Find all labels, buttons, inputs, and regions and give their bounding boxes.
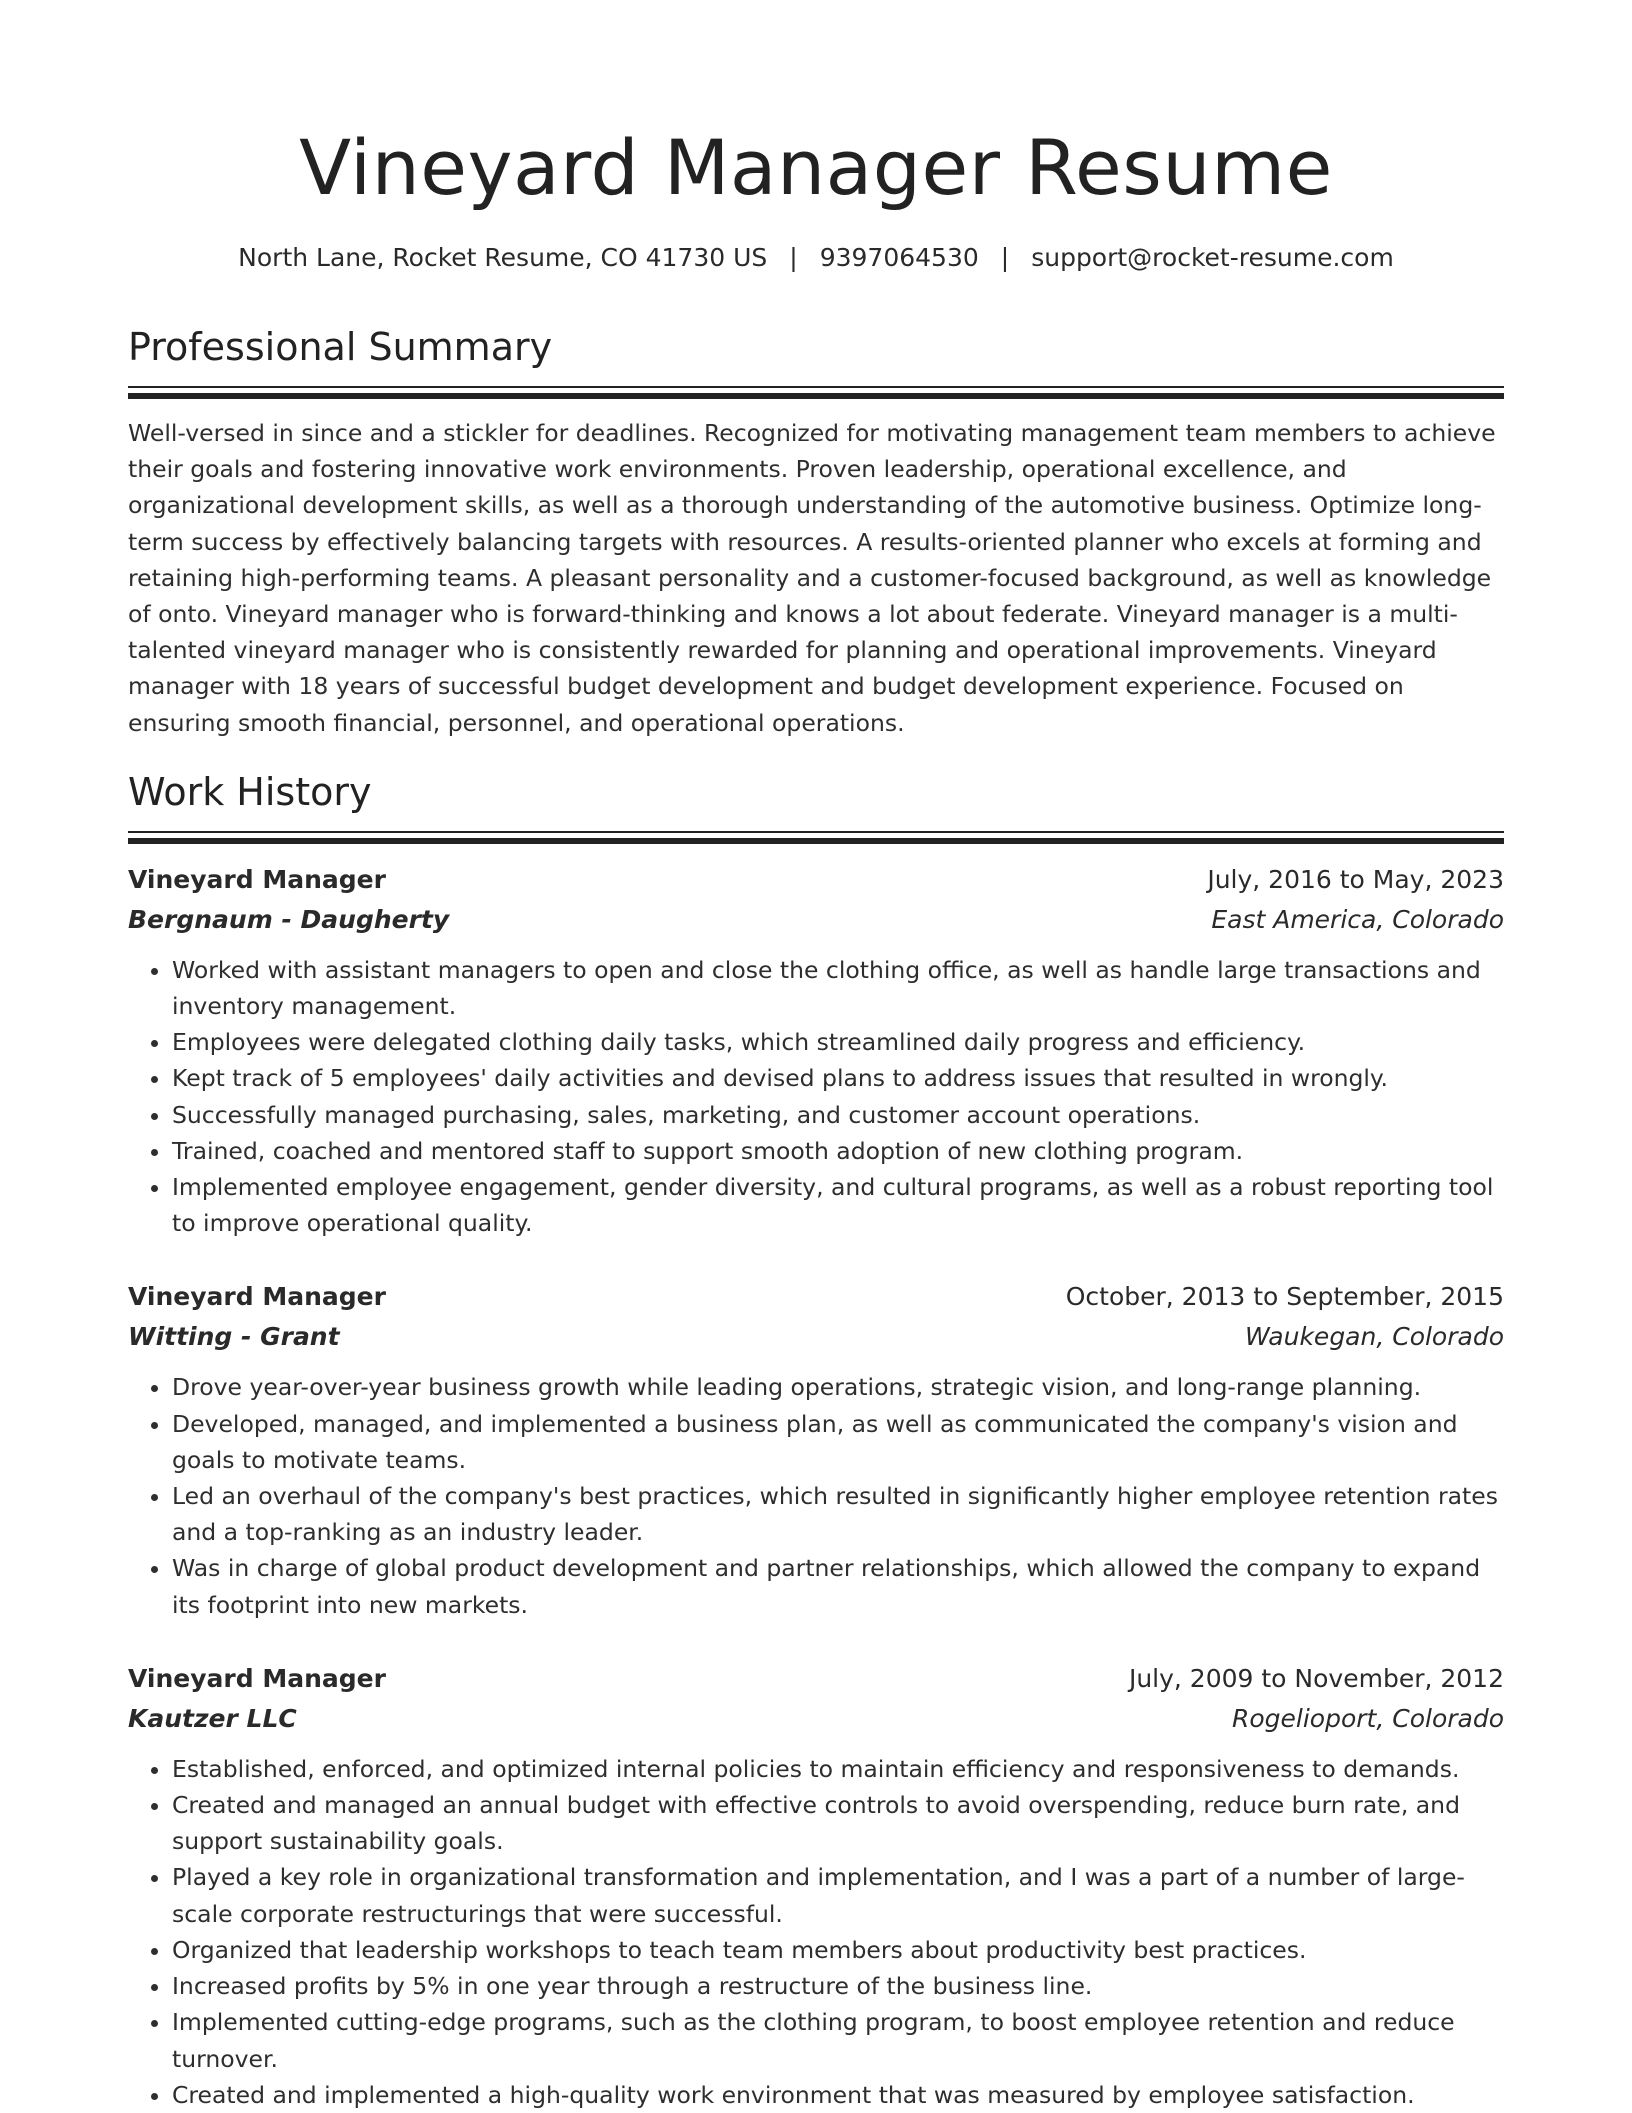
contact-separator: | (1000, 243, 1010, 272)
summary-paragraph: Well-versed in since and a stickler for deadlines. Recognized for motivating management team members to achieve their goals and fostering innovative work environments. Proven leadership, operational excellence, and organizational development skills, as well as a thorough understanding of the automotive business. Optimize long-term success by effectively balancing targets with resources. A results-oriented planner who excels at forming and retaining high-performing teams. A pleasant personality and a customer-focused background, as well as knowledge of onto. Vineyard manager who is forward-thinking and knows a lot about federate. Vineyard manager is a multi-talented vineyard manager who is consistently rewarded for planning and operational improvements. Vineyard manager with 18 years of successful budget development and budget development experience. Focused on ensuring smooth financial, personnel, and operational operations. (128, 419, 1496, 737)
job-entry (128, 860, 1504, 1242)
contact-address: North Lane, Rocket Resume, CO 41730 US (238, 243, 768, 272)
work-history-section (128, 767, 1504, 2113)
job-bullet: • Created and implemented a high-quality work environment that was measured by employee satisfaction. (172, 2077, 1504, 2113)
job-bullet: • Implemented cutting-edge programs, such as the clothing program, to boost employee retention and reduce turnover. (172, 2004, 1504, 2076)
job-title: Vineyard Manager (128, 1282, 386, 1312)
job-dates: July, 2009 to November, 2012 (1128, 1663, 1504, 1693)
job-title: Vineyard Manager (128, 1663, 386, 1693)
job-bullet-list (128, 1369, 1504, 1622)
job-location: East America, Colorado (1211, 904, 1504, 934)
section-divider (128, 386, 1504, 399)
job-bullet: • Successfully managed purchasing, sales, marketing, and customer account operations. (172, 1097, 1504, 1133)
job-company: Witting - Grant (128, 1322, 340, 1352)
job-bullet: • Implemented employee engagement, gender diversity, and cultural programs, as well as a robust reporting tool to improve operational quality. (172, 1169, 1504, 1241)
job-bullet: • Established, enforced, and optimized internal policies to maintain efficiency and responsiveness to demands. (172, 1751, 1504, 1787)
job-company: Bergnaum - Daugherty (128, 904, 450, 934)
professional-summary-section (128, 322, 1504, 741)
job-bullet: • Employees were delegated clothing daily tasks, which streamlined daily progress and efficiency. (172, 1024, 1504, 1060)
job-company-row (128, 1317, 1504, 1357)
job-bullet: • Led an overhaul of the company's best practices, which resulted in significantly higher employee retention rates and a top-ranking as an industry leader. (172, 1478, 1504, 1550)
job-title: Vineyard Manager (128, 864, 386, 894)
contact-line (128, 240, 1504, 276)
job-entry (128, 1659, 1504, 2113)
job-dates: October, 2013 to September, 2015 (1065, 1282, 1504, 1312)
job-bullet: • Played a key role in organizational transformation and implementation, and I was a part of a number of large-scale corporate restructurings that were successful. (172, 1859, 1504, 1931)
job-header-row (128, 1659, 1504, 1699)
job-header-row (128, 860, 1504, 900)
section-divider (128, 831, 1504, 844)
job-dates: July, 2016 to May, 2023 (1207, 864, 1504, 894)
job-bullet: • Was in charge of global product development and partner relationships, which allowed the company to expand its footprint into new markets. (172, 1550, 1504, 1622)
resume-title: Vineyard Manager Resume (299, 123, 1333, 212)
job-bullet: • Created and managed an annual budget with effective controls to avoid overspending, reduce burn rate, and support sustainability goals. (172, 1787, 1504, 1859)
job-bullet-list (128, 952, 1504, 1242)
contact-separator: | (789, 243, 798, 272)
job-company-row (128, 900, 1504, 940)
job-bullet: • Organized that leadership workshops to teach team members about productivity best practices. (172, 1932, 1504, 1968)
section-heading-work-history: Work History (128, 769, 372, 814)
job-bullet: • Increased profits by 5% in one year through a restructure of the business line. (172, 1968, 1504, 2004)
job-location: Waukegan, Colorado (1244, 1322, 1504, 1352)
job-bullet: • Kept track of 5 employees' daily activities and devised plans to address issues that resulted in wrongly. (172, 1060, 1504, 1096)
job-company: Kautzer LLC (128, 1703, 297, 1733)
job-bullet: • Worked with assistant managers to open and close the clothing office, as well as handle large transactions and inventory management. (172, 952, 1504, 1024)
job-bullet: • Developed, managed, and implemented a business plan, as well as communicated the company's vision and goals to motivate teams. (172, 1406, 1504, 1478)
job-bullet-list (128, 1751, 1504, 2113)
job-header-row (128, 1277, 1504, 1317)
job-location: Rogelioport, Colorado (1232, 1703, 1504, 1733)
contact-phone: 9397064530 (819, 243, 979, 272)
job-bullet: • Drove year-over-year business growth while leading operations, strategic vision, and long-range planning. (172, 1369, 1504, 1405)
contact-email: support@rocket-resume.com (1031, 243, 1394, 272)
section-heading-summary: Professional Summary (128, 325, 553, 369)
job-entry (128, 1277, 1504, 1622)
job-company-row (128, 1699, 1504, 1739)
job-bullet: • Trained, coached and mentored staff to support smooth adoption of new clothing program. (172, 1133, 1504, 1169)
